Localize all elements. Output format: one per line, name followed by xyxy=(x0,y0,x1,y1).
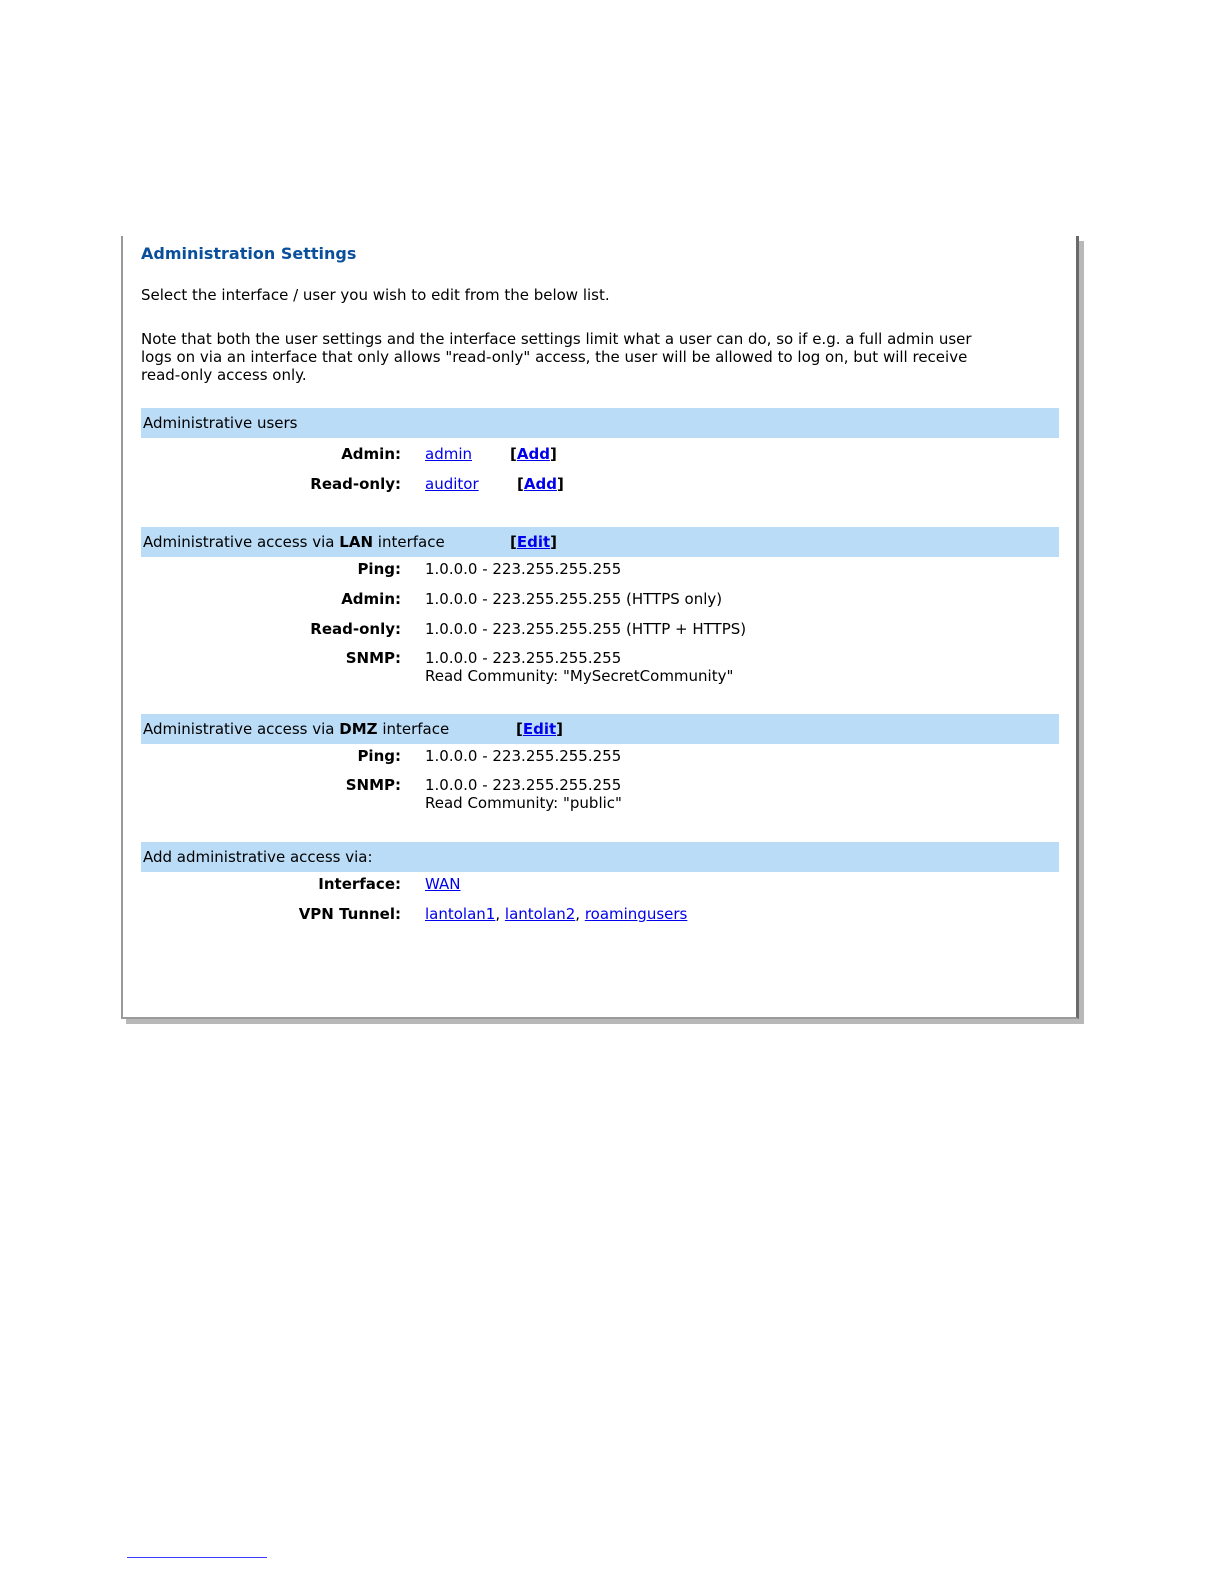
intro-text: Select the interface / user you wish to edit from the below list. xyxy=(141,286,610,304)
add-readonly-link[interactable]: Add xyxy=(523,475,557,493)
note-text xyxy=(141,330,1041,384)
readonly-label: Read-only: xyxy=(310,475,401,493)
vpn-tunnel-link[interactable]: lantolan2 xyxy=(504,905,576,923)
vpn-tunnel-link[interactable]: roamingusers xyxy=(584,905,688,923)
lan-snmp-community: Read Community: "MySecretCommunity" xyxy=(425,667,734,685)
footnote-separator xyxy=(127,1557,267,1558)
note-line: read-only access only. xyxy=(141,366,307,384)
readonly-user-link[interactable]: auditor xyxy=(425,475,479,493)
add-access-section-header: Add administrative access via: xyxy=(141,842,1059,872)
note-line: Note that both the user settings and the interface settings limit what a user can do, so if e.g. a full admin user xyxy=(141,330,972,348)
edit-dmz-link[interactable]: Edit xyxy=(522,720,557,738)
lan-section-header: Administrative access via LAN interface [Edit] xyxy=(141,527,1059,557)
admin-settings-panel: Administration Settings Select the interface / user you wish to edit from the below list. Note that both the user settings and the interface settings limit what a user can do, so if e.g. a full admin user logs on via an interface that only allows "read-only" access, the user will be allowed to log on, but will receive read-only access only. Administrative users Admin: admin [Add] Read-only: auditor [Add] Administrative access via LAN interface [Edit] Ping: 1.0.0.0 - 223.255.255.255 Admin: 1.0.0.0 - 223.255.255.255 (HTTPS only) Read-only: 1.0.0.0 - 223.255.255.255 (HTTP + HTTPS) SNMP: 1.0.0.0 - 223.255.255.255 Read Community: "MySecretCommunity" Administrative access via DMZ interface [Edit] Ping: 1.0.0.0 - 223.255.255.255 SNMP: 1.0.0.0 - 223.255.255.255 Read Community: "public" Add administrative access via: Interface: WAN VPN Tunnel: lantolan1, lantolan2, roamingusers xyxy=(121,236,1079,1019)
add-admin-link[interactable]: Add xyxy=(516,445,550,463)
users-section-header: Administrative users xyxy=(141,408,1059,438)
page-title: Administration Settings xyxy=(141,244,357,263)
lan-iface-name: LAN xyxy=(339,533,374,551)
dmz-section-header: Administrative access via DMZ interface [Edit] xyxy=(141,714,1059,744)
wan-interface-link[interactable]: WAN xyxy=(425,875,461,893)
note-line: logs on via an interface that only allows "read-only" access, the user will be allowed to log on, but will receive xyxy=(141,348,968,366)
dmz-snmp-community: Read Community: "public" xyxy=(425,794,622,812)
edit-lan-link[interactable]: Edit xyxy=(516,533,551,551)
admin-label: Admin: xyxy=(341,445,401,463)
vpn-tunnel-link[interactable]: lantolan1 xyxy=(425,905,496,923)
admin-user-link[interactable]: admin xyxy=(425,445,472,463)
dmz-iface-name: DMZ xyxy=(339,720,378,738)
